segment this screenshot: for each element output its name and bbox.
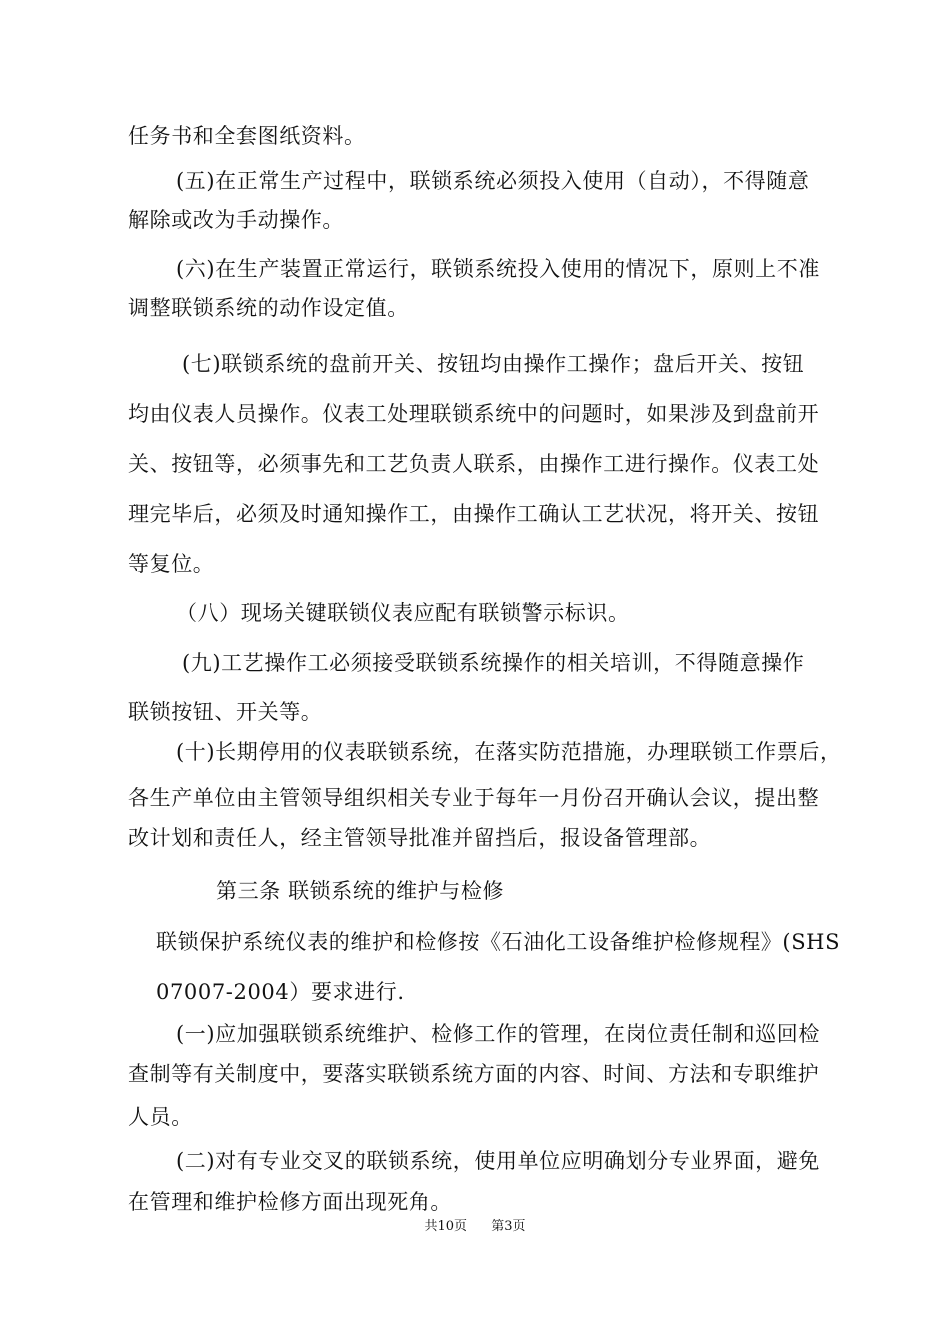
text-line: 在管理和维护检修方面出现死角。 bbox=[128, 1190, 452, 1214]
text-line: 调整联锁系统的动作设定值。 bbox=[128, 296, 409, 320]
current-page: 第3页 bbox=[491, 1219, 526, 1234]
page-footer bbox=[0, 1218, 950, 1236]
text-line: 理完毕后，必须及时通知操作工，由操作工确认工艺状况，将开关、按钮 bbox=[128, 502, 820, 526]
text-line: (十)长期停用的仪表联锁系统，在落实防范措施，办理联锁工作票后， bbox=[176, 740, 842, 764]
text-line: 等复位。 bbox=[128, 552, 215, 576]
text-line: (九)工艺操作工必须接受联锁系统操作的相关培训，不得随意操作 bbox=[182, 651, 805, 675]
text-line: （八）现场关键联锁仪表应配有联锁警示标识。 bbox=[176, 601, 630, 625]
section-heading: 第三条 联锁系统的维护与检修 bbox=[216, 879, 505, 903]
text-line: (六)在生产装置正常运行，联锁系统投入使用的情况下，原则上不准 bbox=[176, 257, 820, 281]
text-line: 任务书和全套图纸资料。 bbox=[128, 124, 366, 148]
text-line: 各生产单位由主管领导组织相关专业于每年一月份召开确认会议，提出整 bbox=[128, 786, 820, 810]
text-line: 联锁按钮、开关等。 bbox=[128, 700, 323, 724]
text-line: 均由仪表人员操作。仪表工处理联锁系统中的问题时，如果涉及到盘前开 bbox=[128, 402, 820, 426]
text-line: (一)应加强联锁系统维护、检修工作的管理，在岗位责任制和巡回检 bbox=[176, 1022, 820, 1046]
text-line: (五)在正常生产过程中，联锁系统必须投入使用（自动），不得随意 bbox=[176, 169, 810, 193]
text-line: (二)对有专业交叉的联锁系统，使用单位应明确划分专业界面，避免 bbox=[176, 1149, 820, 1173]
text-line: 人员。 bbox=[128, 1105, 193, 1129]
text-line: (七)联锁系统的盘前开关、按钮均由操作工操作；盘后开关、按钮 bbox=[182, 352, 805, 376]
text-line: 解除或改为手动操作。 bbox=[128, 208, 344, 232]
text-line: 关、按钮等，必须事先和工艺负责人联系，由操作工进行操作。仪表工处 bbox=[128, 452, 820, 476]
text-line: 查制等有关制度中，要落实联锁系统方面的内容、时间、方法和专职维护 bbox=[128, 1062, 820, 1086]
text-line: 联锁保护系统仪表的维护和检修按《石油化工设备维护检修规程》(SHS bbox=[156, 930, 841, 954]
text-line: 07007-2004）要求进行. bbox=[156, 980, 405, 1004]
text-line: 改计划和责任人，经主管领导批准并留挡后，报设备管理部。 bbox=[128, 826, 712, 850]
total-pages: 共10页 bbox=[424, 1219, 468, 1234]
